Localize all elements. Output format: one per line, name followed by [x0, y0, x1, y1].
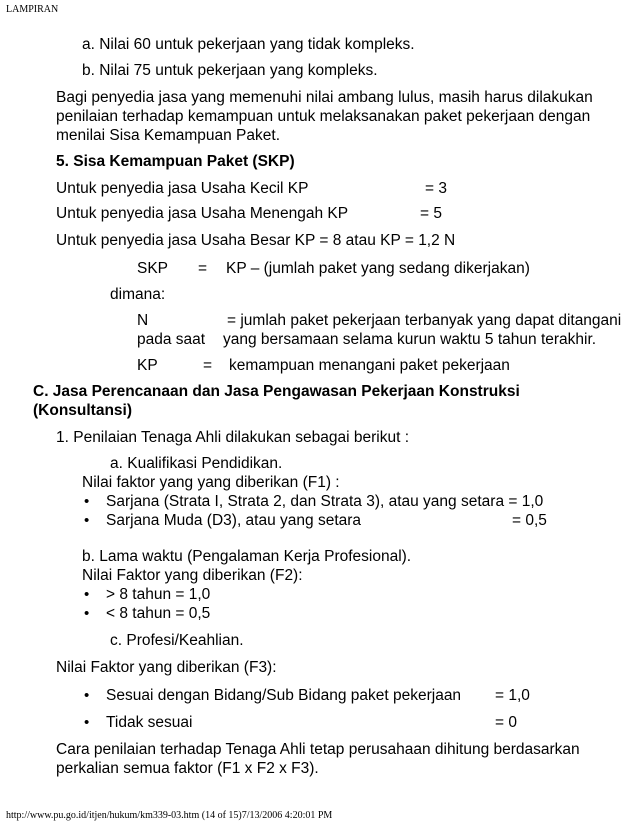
bullet-icon: •: [84, 493, 90, 510]
item-1-heading: 1. Penilaian Tenaga Ahli dilakukan sebagai berikut :: [56, 429, 410, 446]
n-definition-cont-a: pada saat: [137, 331, 206, 348]
closing-line: perkalian semua faktor (F1 x F2 x F3).: [56, 760, 319, 777]
profesi-tidak-label: Tidak sesuai: [106, 714, 193, 731]
n-definition-cont-b: yang bersamaan selama kurun waktu 5 tahun terakhir.: [223, 331, 597, 348]
section-heading-c: C. Jasa Perencanaan dan Jasa Pengawasan Pekerjaan Konstruksi: [33, 383, 520, 400]
kp-kecil-value: = 3: [425, 180, 447, 197]
paragraph-line: menilai Sisa Kemampuan Paket.: [56, 127, 281, 144]
n-definition: = jumlah paket pekerjaan terbanyak yang dapat ditangani: [227, 312, 622, 329]
n-term: N: [137, 312, 149, 329]
bullet-icon: •: [84, 512, 90, 529]
skp-equals: =: [198, 260, 208, 277]
skp-term: SKP: [137, 260, 169, 277]
factor-f3-label: Nilai Faktor yang diberikan (F3):: [56, 659, 277, 676]
paragraph-line: penilaian terhadap kemampuan untuk melaksanakan paket pekerjaan dengan: [56, 108, 591, 125]
kp-equals: =: [203, 357, 213, 374]
page-header: LAMPIRAN: [6, 4, 59, 15]
subitem-c: c. Profesi/Keahlian.: [110, 632, 244, 649]
bullet-icon: •: [84, 687, 90, 704]
profesi-sesuai-value: = 1,0: [495, 687, 530, 704]
experience-over-8: > 8 tahun = 1,0: [106, 586, 211, 603]
kp-menengah-label: Untuk penyedia jasa Usaha Menengah KP: [56, 205, 349, 222]
bullet-icon: •: [84, 605, 90, 622]
subitem-b: b. Lama waktu (Pengalaman Kerja Profesional).: [82, 548, 412, 565]
kp-kecil-label: Untuk penyedia jasa Usaha Kecil KP: [56, 180, 309, 197]
factor-f2-label: Nilai Faktor yang diberikan (F2):: [82, 567, 303, 584]
section-heading-c-cont: (Konsultansi): [33, 402, 133, 419]
list-item-a: a. Nilai 60 untuk pekerjaan yang tidak kompleks.: [82, 36, 415, 53]
profesi-tidak-value: = 0: [495, 714, 517, 731]
sarjana-line: Sarjana (Strata I, Strata 2, dan Strata 3), atau yang setara = 1,0: [106, 493, 544, 510]
list-item-b: b. Nilai 75 untuk pekerjaan yang kompleks.: [82, 62, 378, 79]
factor-f1-label: Nilai faktor yang yang diberikan (F1) :: [82, 474, 340, 491]
section-heading-5: 5. Sisa Kemampuan Paket (SKP): [56, 153, 295, 170]
dimana-label: dimana:: [110, 286, 166, 303]
skp-definition: KP – (jumlah paket yang sedang dikerjakan): [226, 260, 530, 277]
bullet-icon: •: [84, 586, 90, 603]
kp-menengah-value: = 5: [420, 205, 442, 222]
profesi-sesuai-label: Sesuai dengan Bidang/Sub Bidang paket pekerjaan: [106, 687, 462, 704]
bullet-icon: •: [84, 714, 90, 731]
paragraph-line: Bagi penyedia jasa yang memenuhi nilai ambang lulus, masih harus dilakukan: [56, 89, 593, 106]
subitem-a: a. Kualifikasi Pendidikan.: [110, 455, 283, 472]
experience-under-8: < 8 tahun = 0,5: [106, 605, 211, 622]
kp-besar-line: Untuk penyedia jasa Usaha Besar KP = 8 atau KP = 1,2 N: [56, 232, 456, 249]
kp-term: KP: [137, 357, 158, 374]
closing-line: Cara penilaian terhadap Tenaga Ahli tetap perusahaan dihitung berdasarkan: [56, 741, 580, 758]
page-footer-url: http://www.pu.go.id/itjen/hukum/km339-03.htm (14 of 15)7/13/2006 4:20:01 PM: [6, 810, 333, 821]
sarjana-muda-value: = 0,5: [512, 512, 547, 529]
sarjana-muda-label: Sarjana Muda (D3), atau yang setara: [106, 512, 362, 529]
kp-definition: kemampuan menangani paket pekerjaan: [229, 357, 510, 374]
